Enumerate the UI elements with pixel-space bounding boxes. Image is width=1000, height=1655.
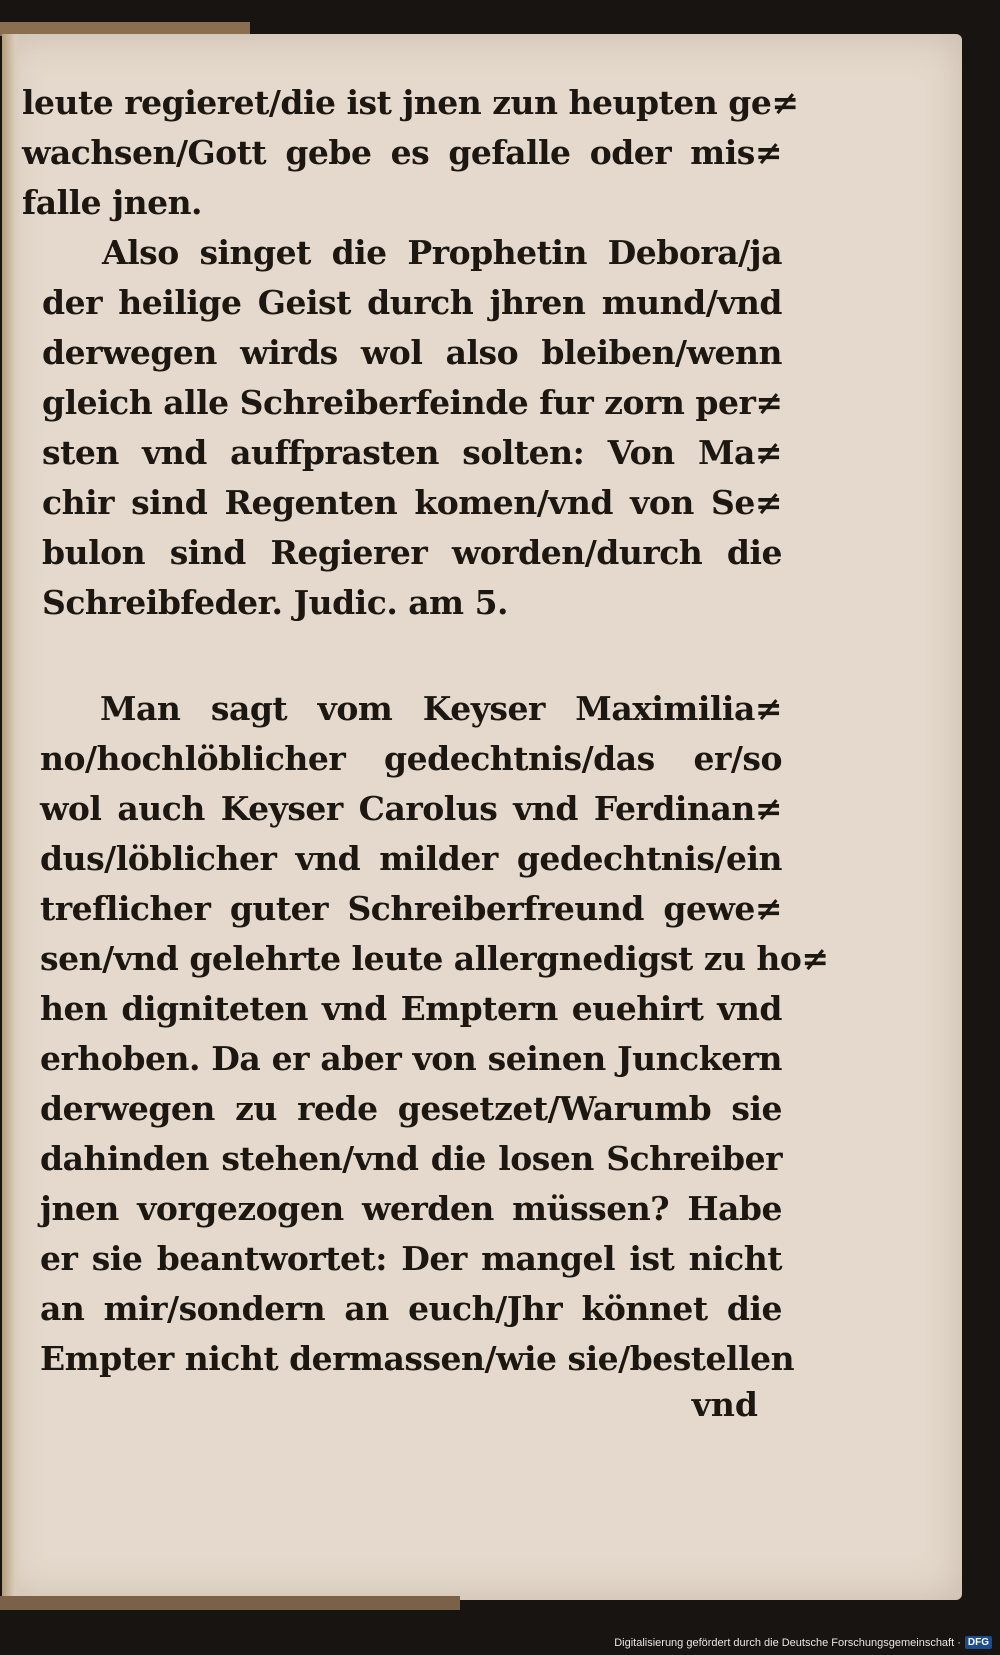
text-line: gleich alle Schreiberfeinde fur zorn per≠ [42,383,783,422]
text-line: der heilige Geist durch jhren mund/vnd [42,283,782,322]
text-line: wachsen/Gott gebe es gefalle oder mis≠ [22,133,782,172]
text-line: sen/vnd gelehrte leute allergnedigst zu ho≠ [40,939,829,978]
text-line: treflicher guter Schreiberfreund gewe≠ [40,889,782,928]
dfg-logo-icon: DFG [965,1636,992,1649]
paragraph-1 [22,78,799,228]
paragraph-2 [42,228,782,628]
binding-bottom-strip [0,1596,460,1610]
text-line: dahinden stehen/vnd die losen Schreiber [40,1139,782,1178]
text-line: wol auch Keyser Carolus vnd Ferdinan≠ [40,789,782,828]
text-line: derwegen zu rede gesetzet/Warumb sie [40,1089,782,1128]
text-line: Schreibfeder. Judic. am 5. [42,583,509,622]
text-line: erhoben. Da er aber von seinen Junckern [40,1039,782,1078]
text-line: no/hochlöblicher gedechtnis/das er/so [40,739,782,778]
text-line: er sie beantwortet: Der mangel ist nicht [40,1239,782,1278]
text-line: Empter nicht dermassen/wie sie/bestellen [40,1339,795,1378]
digitization-credit [614,1636,992,1649]
text-line: dus/löblicher vnd milder gedechtnis/ein [40,839,782,878]
text-line: jnen vorgezogen werden müssen? Habe [40,1189,782,1228]
catchword: vnd [691,1385,758,1424]
text-line: leute regieret/die ist jnen zun heupten ge≠ [22,83,799,122]
text-line: derwegen wirds wol also bleiben/wenn [42,333,782,372]
text-line: Man sagt vom Keyser Maximilia≠ [100,689,782,728]
paragraph-gap [22,628,782,684]
page-gutter-shadow [2,34,20,1600]
text-line: falle jnen. [22,183,203,222]
credit-text: Digitalisierung gefördert durch die Deutsche Forschungsgemeinschaft · [614,1636,961,1649]
paragraph-3 [40,684,829,1384]
text-line: hen digniteten vnd Emptern euehirt vnd [40,989,782,1028]
text-line: an mir/sondern an euch/Jhr könnet die [40,1289,782,1328]
text-line: Also singet die Prophetin Debora/ja [102,233,782,272]
text-line: sten vnd auffprasten solten: Von Ma≠ [42,433,782,472]
text-line: chir sind Regenten komen/vnd von Se≠ [42,483,782,522]
page-text [22,78,829,1384]
text-line: bulon sind Regierer worden/durch die [42,533,782,572]
